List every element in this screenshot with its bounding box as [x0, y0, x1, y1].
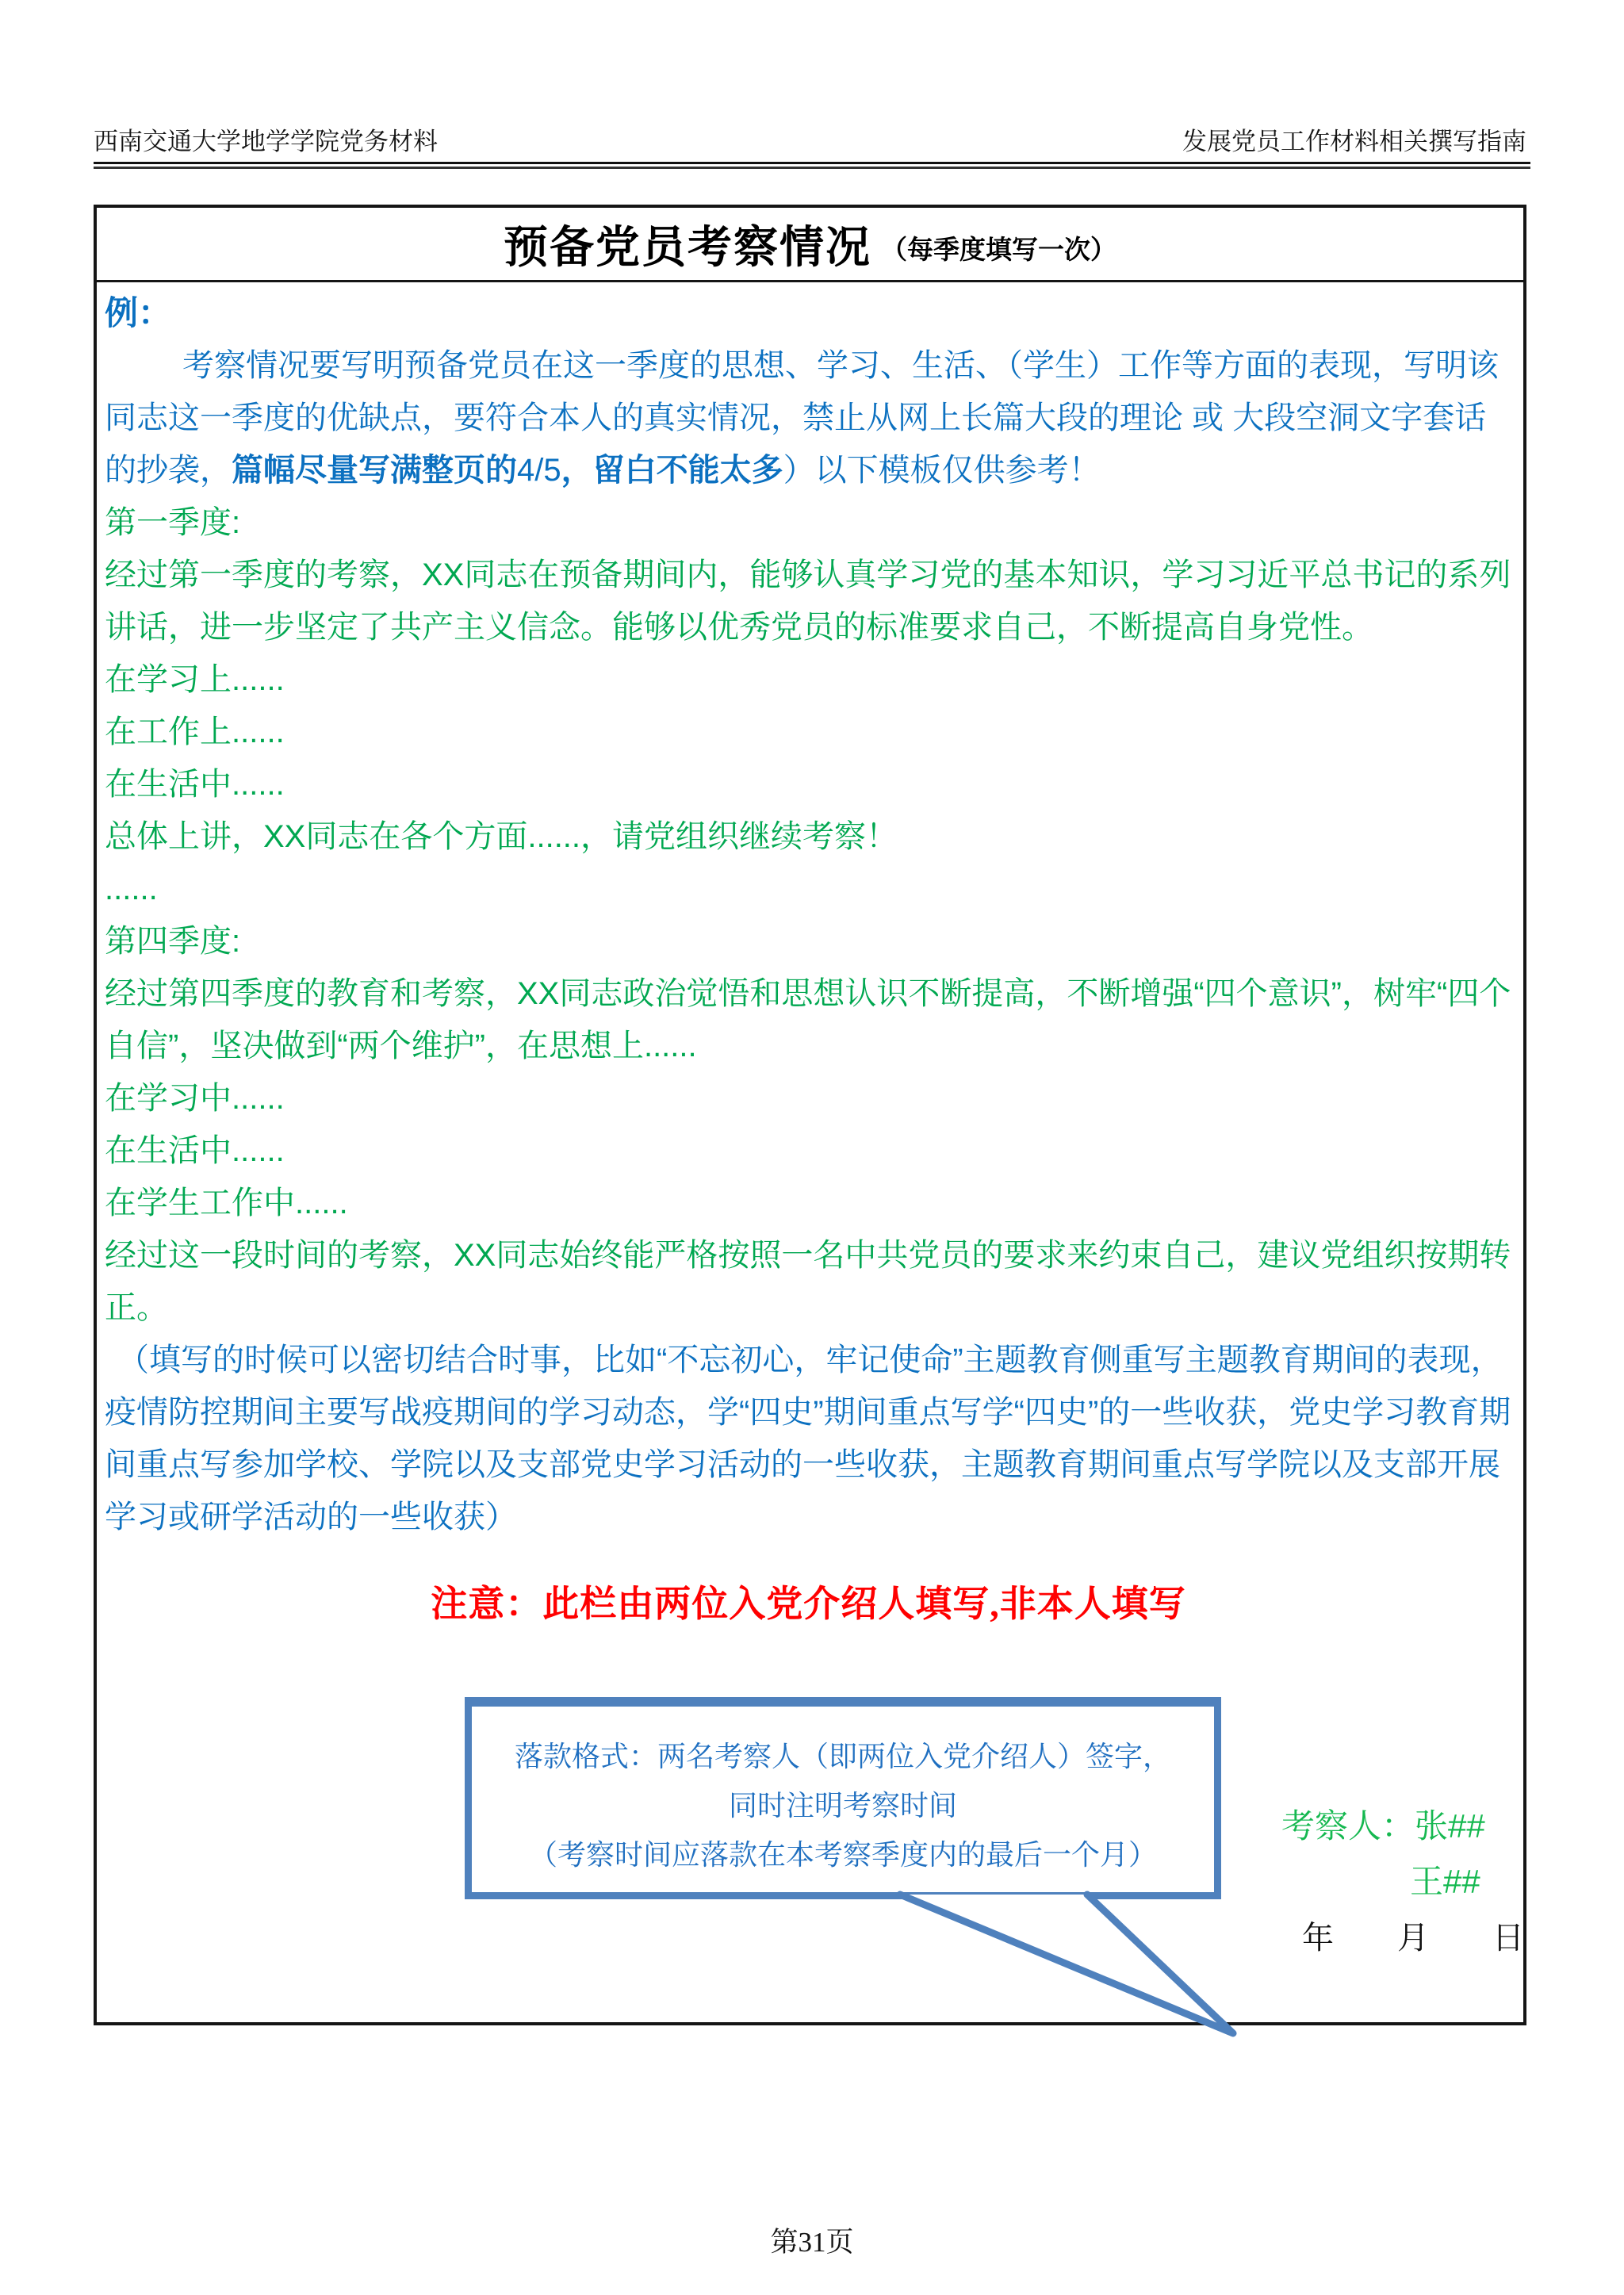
callout-bubble [465, 1697, 1221, 1899]
header-divider-line-thick [94, 167, 1530, 169]
form-title-row [97, 208, 1523, 282]
callout-line-3: （考察时间应落款在本考察季度内的最后一个月） [528, 1838, 1157, 1871]
callout-tail-pointer [753, 1890, 1277, 2056]
intro-paragraph [105, 339, 1512, 496]
inspector-name-1: 考察人：张## [1281, 1807, 1485, 1845]
page-header [94, 119, 1526, 157]
form-title-note: （每季度填写一次） [881, 236, 1116, 265]
page-number: 第31页 [770, 2227, 854, 2258]
q1-paragraph: 经过第一季度的考察，XX同志在预备期间内，能够认真学习党的基本知识，学习习近平总书记的系列讲话，进一步坚定了共产主义信念。能够以优秀党员的标准要求自己，不断提高自身党性。 [105, 557, 1511, 645]
warning-note: 注意：此栏由两位入党介绍人填写,非本人填写 [431, 1584, 1186, 1624]
form-content [97, 282, 1523, 1630]
q4-line-life: 在生活中...... [105, 1133, 285, 1168]
ellipsis-line: ...... [105, 872, 158, 906]
header-divider [94, 162, 1530, 169]
intro-bold-1: 篇幅尽量写满整页的 [232, 453, 517, 488]
intro-text-1: 考察情况要写明预备党员在这一季度的思想、学习、生活、（学生）工作等方面的表现，写明该同志这一季度的优缺点，要符合本人的真实情况，禁止从网上长篇大段的理论 或 大段空洞文字套话的抄袭， [105, 348, 1499, 488]
q1-line-study: 在学习上...... [105, 662, 285, 697]
callout-line-2: 同时注明考察时间 [728, 1789, 957, 1822]
form-title: 预备党员考察情况 [504, 223, 871, 273]
header-divider-line-thin [94, 162, 1530, 164]
header-right-text: 发展党员工作材料相关撰写指南 [1182, 128, 1526, 155]
q1-line-life: 在生活中...... [105, 767, 285, 802]
q4-line-conclusion: 经过这一段时间的考察，XX同志始终能严格按照一名中共党员的要求来约束自己，建议党组织按期转正。 [105, 1238, 1511, 1325]
q4-paragraph: 经过第四季度的教育和考察，XX同志政治觉悟和思想认识不断提高，不断增强“四个意识”，树牢“四个自信”，坚决做到“两个维护”，在思想上...... [105, 976, 1511, 1063]
q4-line-study: 在学习中...... [105, 1081, 285, 1116]
signature-date-line: 年 月 日 [1302, 1920, 1524, 1956]
q4-label: 第四季度: [105, 924, 241, 959]
intro-fraction: 4/5 [517, 453, 561, 488]
example-label: 例： [105, 294, 172, 331]
q1-label: 第一季度: [105, 505, 241, 540]
q4-line-student-work: 在学生工作中...... [105, 1186, 348, 1220]
tips-paragraph: （填写的时候可以密切结合时事，比如“不忘初心，牢记使命”主题教育侧重写主题教育期间的表现，疫情防控期间主要写战疫期间的学习动态，学“四史”期间重点写学“四史”的一些收获，党史学习教育期间重点写参加学校、学院以及支部党史学习活动的一些收获，主题教育期间重点写学院以及支部开展学习或研学活动的一些收获） [105, 1343, 1511, 1534]
q1-line-work: 在工作上...... [105, 715, 285, 749]
intro-bold-2: ，留白不能太多 [561, 453, 783, 488]
q1-line-summary: 总体上讲，XX同志在各个方面......，请党组织继续考察！ [105, 819, 898, 854]
header-left-text: 西南交通大学地学学院党务材料 [94, 128, 438, 155]
intro-text-2: ）以下模板仅供参考！ [783, 453, 1101, 488]
inspector-name-2: 王## [1410, 1863, 1480, 1900]
callout-line-1: 落款格式：两名考察人（即两位入党介绍人）签字， [514, 1740, 1171, 1772]
